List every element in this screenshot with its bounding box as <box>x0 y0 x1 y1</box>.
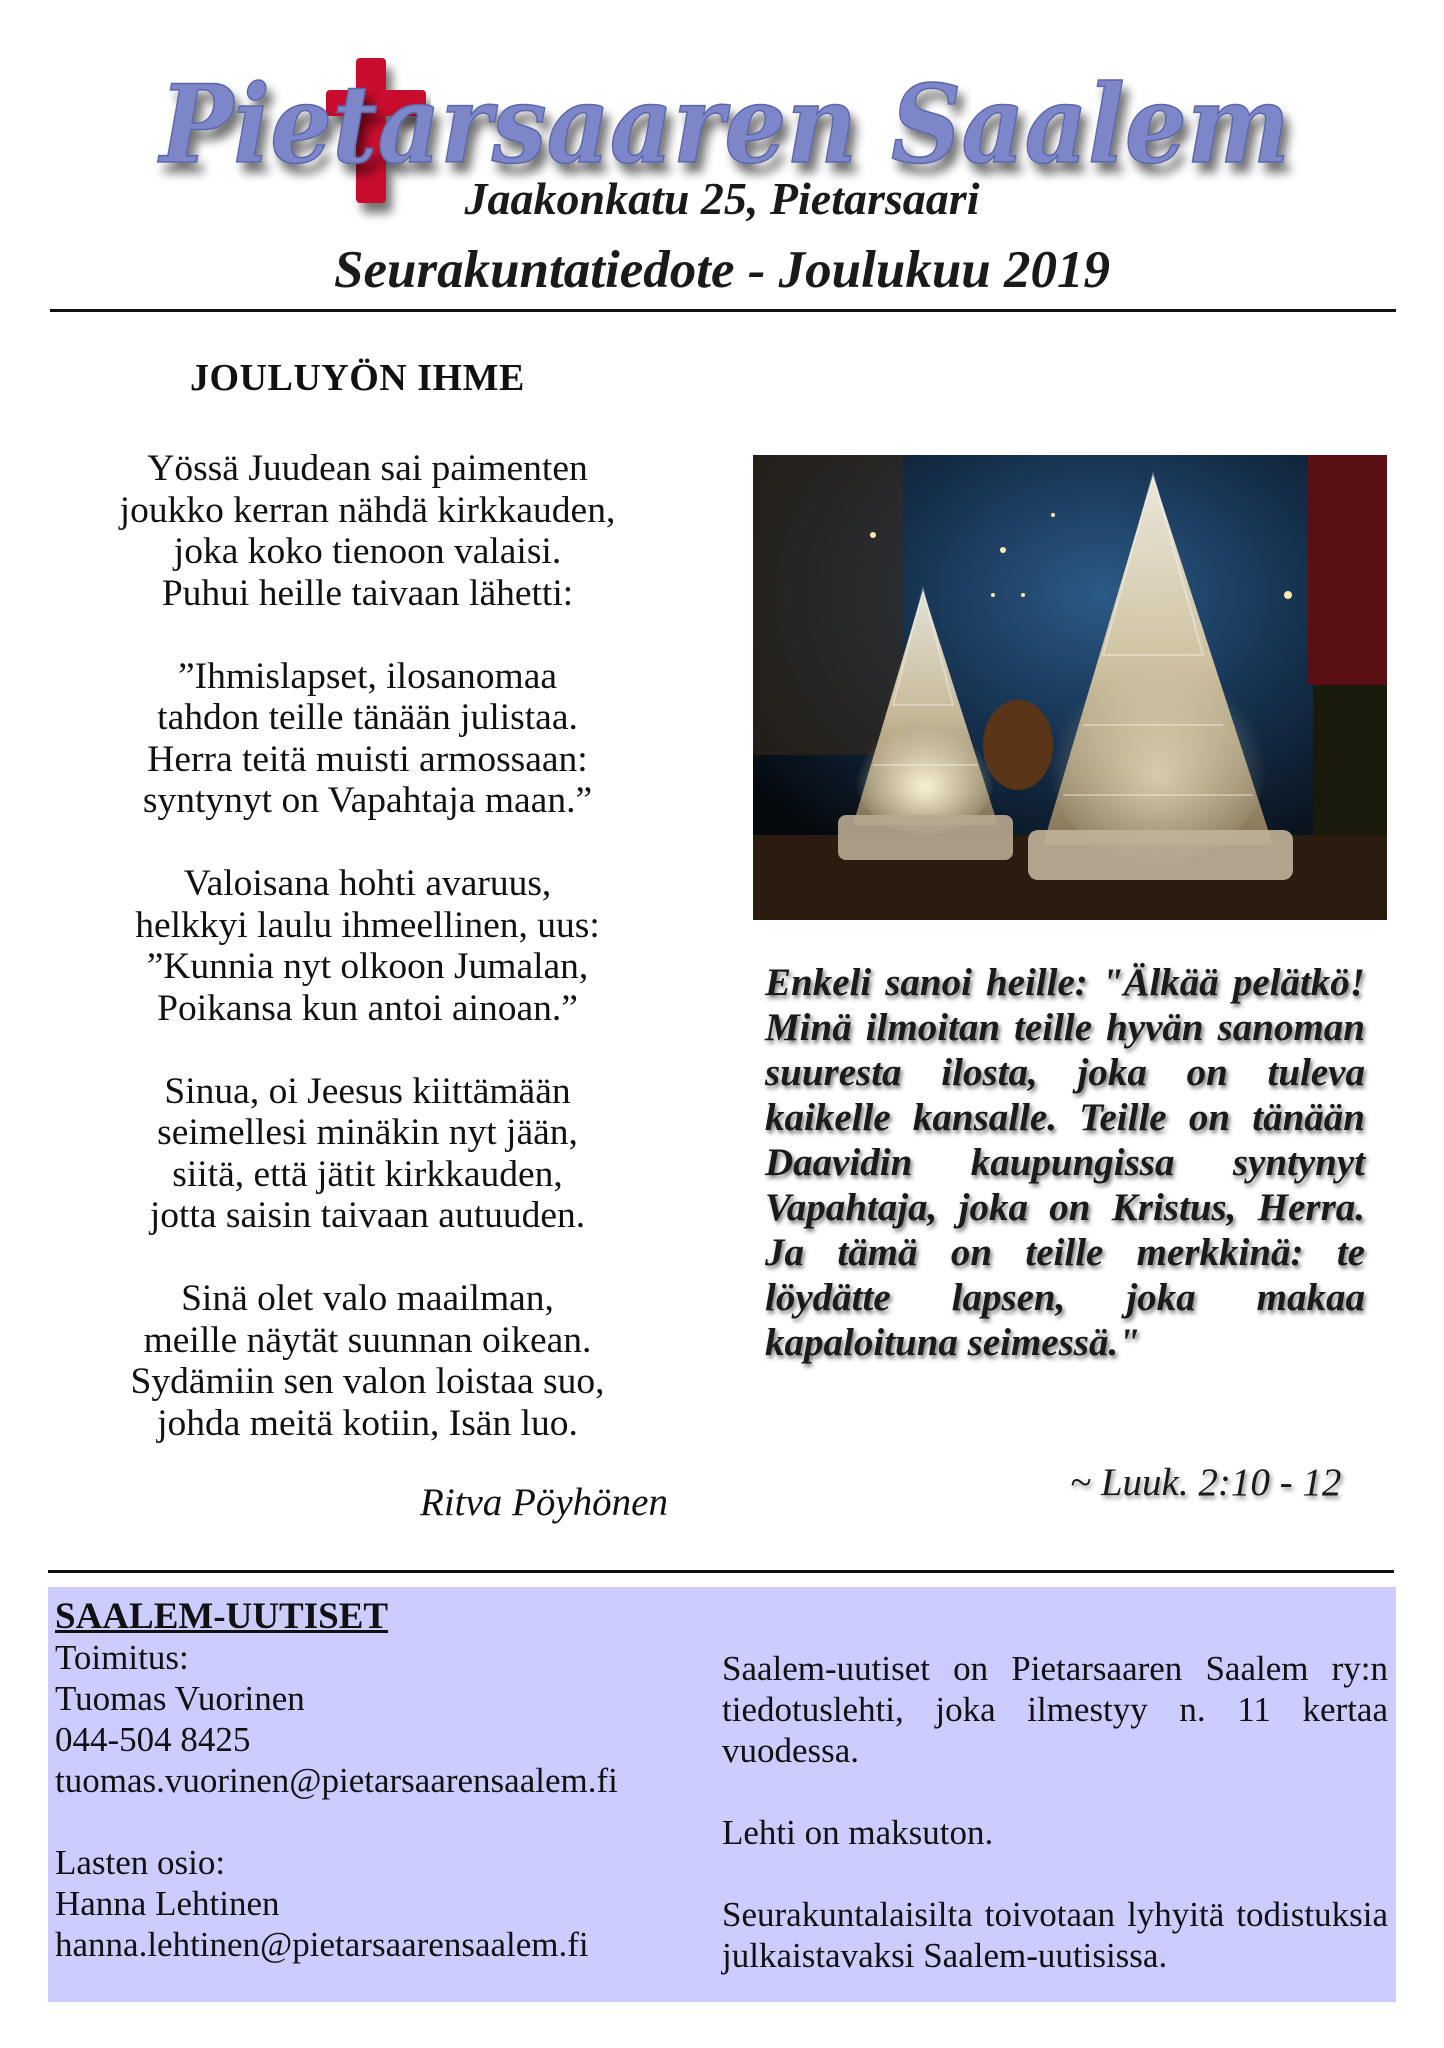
poem-line: joka koko tienoon valaisi. <box>173 531 562 572</box>
divider-top <box>50 309 1396 312</box>
poem-line: johda meitä kotiin, Isän luo. <box>157 1402 578 1444</box>
poem-author: Ritva Pöyhönen <box>420 1481 668 1524</box>
poem-stanza <box>70 448 665 614</box>
poem-line: Herra teitä muisti armossaan: <box>147 738 588 780</box>
info-description <box>722 1648 1388 2017</box>
editor-name: Tuomas Vuorinen <box>55 1679 305 1718</box>
poem-line: Sinua, oi Jeesus kiittämään <box>164 1070 571 1112</box>
info-title: SAALEM-UUTISET <box>55 1596 389 1637</box>
poem-line: tahdon teille tänään julistaa. <box>157 697 578 738</box>
poem-line: Sinä olet valo maailman, <box>181 1278 554 1319</box>
address: Jaakonkatu 25, Pietarsaari <box>464 173 980 224</box>
poem-line: siitä, että jätit kirkkauden, <box>172 1153 563 1195</box>
poem-line: Sydämiin sen valon loistaa suo, <box>130 1361 605 1402</box>
poem-line: Valoisana hohti avaruus, <box>183 863 552 904</box>
info-free: Lehti on maksuton. <box>722 1813 994 1852</box>
poem-stanza <box>70 1071 665 1237</box>
poem-line: joukko kerran nähdä kirkkauden, <box>119 489 616 531</box>
poem-line: helkkyi laulu ihmeellinen, uus: <box>135 904 600 946</box>
bible-quote: Enkeli sanoi heille: "Älkää pelätkö! Minä ilmoitan teille hyvän sanoman suuresta ilosta, joka on tuleva kaikelle kansalle. Teille on tänään Daavidin kaupungissa syntynyt Vapahtaja, joka on Kristus, Herra. Ja tämä on teille merkkinä: te löydätte lapsen, joka makaa kapaloituna seimessä." <box>765 961 1365 1364</box>
poem-line: ”Kunnia nyt olkoon Jumalan, <box>146 946 589 987</box>
info-contacts <box>55 1596 618 1965</box>
bible-reference: ~ Luuk. 2:10 - 12 <box>1070 1461 1342 1504</box>
poem <box>70 448 665 1486</box>
editor-label: Toimitus: <box>55 1638 189 1677</box>
poem-heading: JOULUYÖN IHME <box>190 357 525 399</box>
kids-name: Hanna Lehtinen <box>55 1884 280 1923</box>
poem-line: ”Ihmislapset, ilosanomaa <box>177 655 558 697</box>
poem-line: jotta saisin taivaan autuuden. <box>149 1195 586 1236</box>
poem-line: Poikansa kun antoi ainoan.” <box>157 987 578 1029</box>
poem-stanza <box>70 1278 665 1444</box>
christmas-photo <box>753 455 1387 920</box>
editor-phone: 044-504 8425 <box>55 1720 251 1759</box>
poem-line: syntynyt on Vapahtaja maan.” <box>142 780 593 821</box>
poem-line: seimellesi minäkin nyt jään, <box>157 1112 578 1153</box>
info-about: Saalem-uutiset on Pietarsaaren Saalem ry:n tiedotuslehti, joka ilmestyy n. 11 kertaa vuodessa. <box>722 1649 1388 1770</box>
kids-label: Lasten osio: <box>55 1843 226 1882</box>
poem-line: meille näytät suunnan oikean. <box>143 1319 592 1361</box>
poem-stanza <box>70 863 665 1029</box>
divider-bottom <box>48 1570 1394 1573</box>
poem-line: Puhui heille taivaan lähetti: <box>161 572 574 614</box>
issue-title: Seurakuntatiedote - Joulukuu 2019 <box>333 241 1111 299</box>
crystal-trees-illustration <box>753 455 1387 920</box>
poem-stanza <box>70 656 665 822</box>
logo-text: Pietarsaaren Saalem <box>157 62 1291 188</box>
kids-email: hanna.lehtinen@pietarsaarensaalem.fi <box>55 1925 589 1964</box>
editor-email: tuomas.vuorinen@pietarsaarensaalem.fi <box>55 1761 618 1800</box>
info-request: Seurakuntalaisilta toivotaan lyhyitä todistuksia julkaistavaksi Saalem-uutisissa. <box>722 1895 1388 1975</box>
poem-line: Yössä Juudean sai paimenten <box>147 448 588 489</box>
